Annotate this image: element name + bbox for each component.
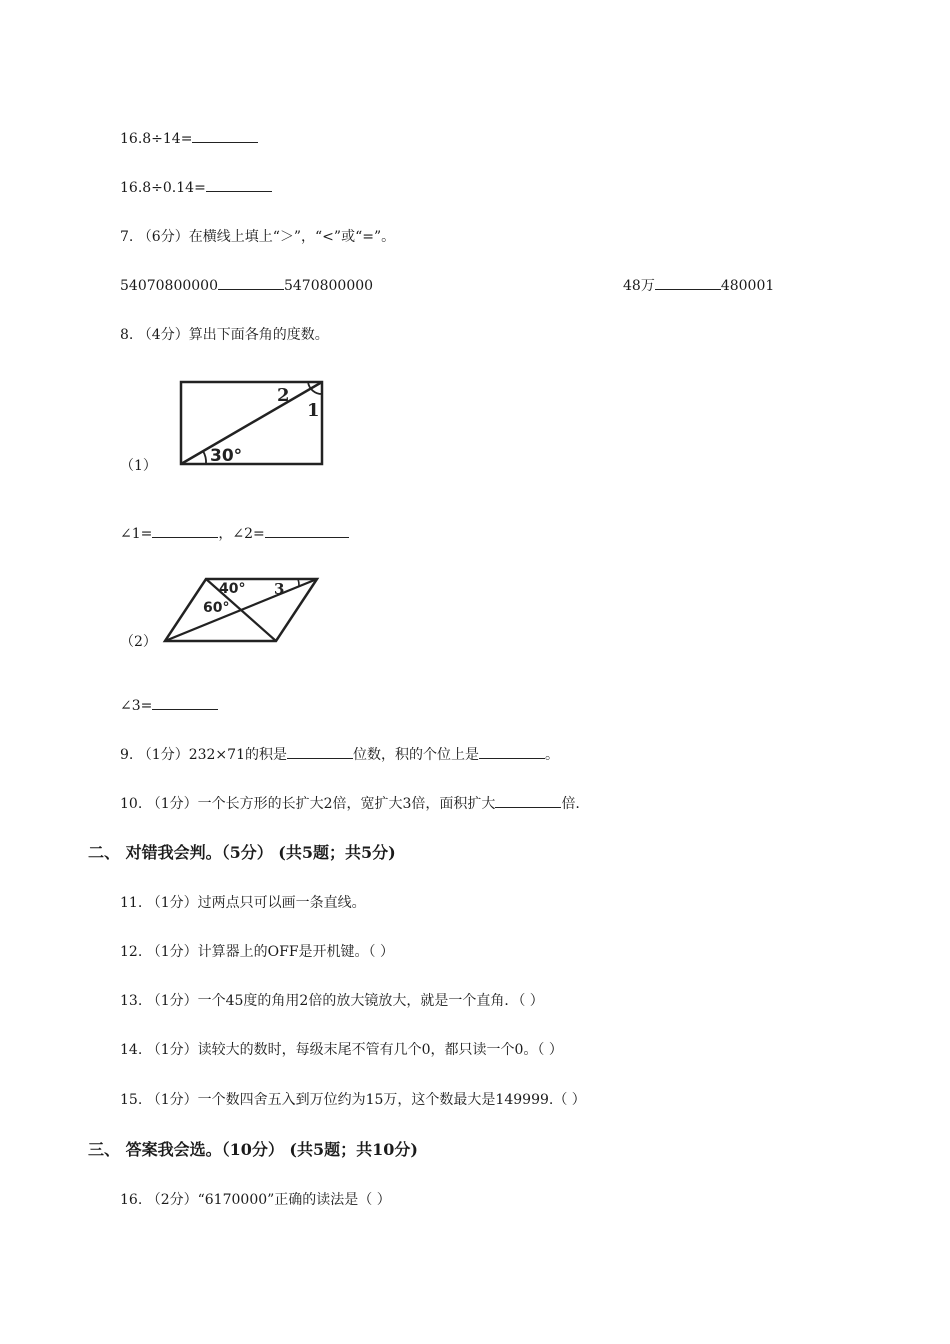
separator: ， [218,526,233,542]
question-10-text-a: 10. （1分）一个长方形的长扩大2倍，宽扩大3倍，面积扩大 [120,796,496,812]
section-3-heading: 三、 答案我会选。（10分） (共5题；共10分) [88,1140,418,1159]
compare-right-a: 48万 [623,278,655,294]
compare-left [120,277,373,295]
question-10-text-b: 倍. [561,796,580,812]
calc-line-1 [120,130,258,148]
angle-3-answer-label: ∠3= [120,698,153,714]
question-9-text-c: 。 [544,747,559,763]
rectangle-diagonal [181,382,322,464]
angle-1-answer-label: ∠1= [120,526,153,542]
answer-blank[interactable] [218,277,284,290]
question-9-text-b: 位数，积的个位上是 [352,747,479,763]
question-10 [120,795,580,813]
figure-1-label: （1） [120,458,157,474]
angle-3-mark: 3 [274,580,285,598]
angle-2-mark: 2 [277,385,290,406]
compare-left-b: 5470800000 [283,278,374,294]
angle-1-mark: 1 [307,400,320,421]
answer-blank[interactable] [479,746,545,759]
question-12: 12. （1分）计算器上的OFF是开机键。（ ） [120,944,394,960]
answer-blank[interactable] [265,525,349,538]
answer-blank[interactable] [152,697,218,710]
angle-40-label: 40° [219,581,246,597]
rectangle-figure [170,372,330,472]
answer-blank[interactable] [192,130,258,143]
calc-expression: 16.8÷0.14= [120,180,206,196]
question-11: 11. （1分）过两点只可以画一条直线。 [120,895,366,911]
question-9 [120,746,559,764]
calc-expression: 16.8÷14= [120,131,193,147]
figure-2-answer [120,697,218,715]
figure-2-label: （2） [120,634,157,650]
answer-blank[interactable] [495,795,561,808]
question-8: 8. （4分）算出下面各角的度数。 [120,327,329,343]
figure-1-answer [120,525,349,543]
answer-blank[interactable] [287,746,353,759]
angle-2-answer-label: ∠2= [232,526,265,542]
calc-line-2 [120,179,272,197]
compare-right-b: 480001 [720,278,775,294]
angle-3-arc [298,579,299,586]
parallelogram-figure [158,570,328,648]
question-13: 13. （1分）一个45度的角用2倍的放大镜放大，就是一个直角．（ ） [120,993,544,1009]
question-9-text-a: 9. （1分）232×71的积是 [120,747,287,763]
angle-30-label: 30° [210,446,243,466]
angle-60-label: 60° [203,600,230,616]
answer-blank[interactable] [206,179,272,192]
answer-blank[interactable] [655,277,721,290]
question-7: 7. （6分）在横线上填上“＞”，“<”或“=”。 [120,229,396,245]
compare-right [623,277,774,295]
answer-blank[interactable] [152,525,218,538]
question-14: 14. （1分）读较大的数时，每级末尾不管有几个0，都只读一个0。（ ） [120,1042,563,1058]
section-2-heading: 二、 对错我会判。（5分） (共5题；共5分) [88,843,396,862]
compare-left-a: 54070800000 [120,278,218,294]
angle-30-arc [203,451,206,464]
question-15: 15. （1分）一个数四舍五入到万位约为15万，这个数最大是149999.（ ） [120,1092,586,1108]
question-16: 16. （2分）“6170000”正确的读法是（ ） [120,1192,391,1208]
